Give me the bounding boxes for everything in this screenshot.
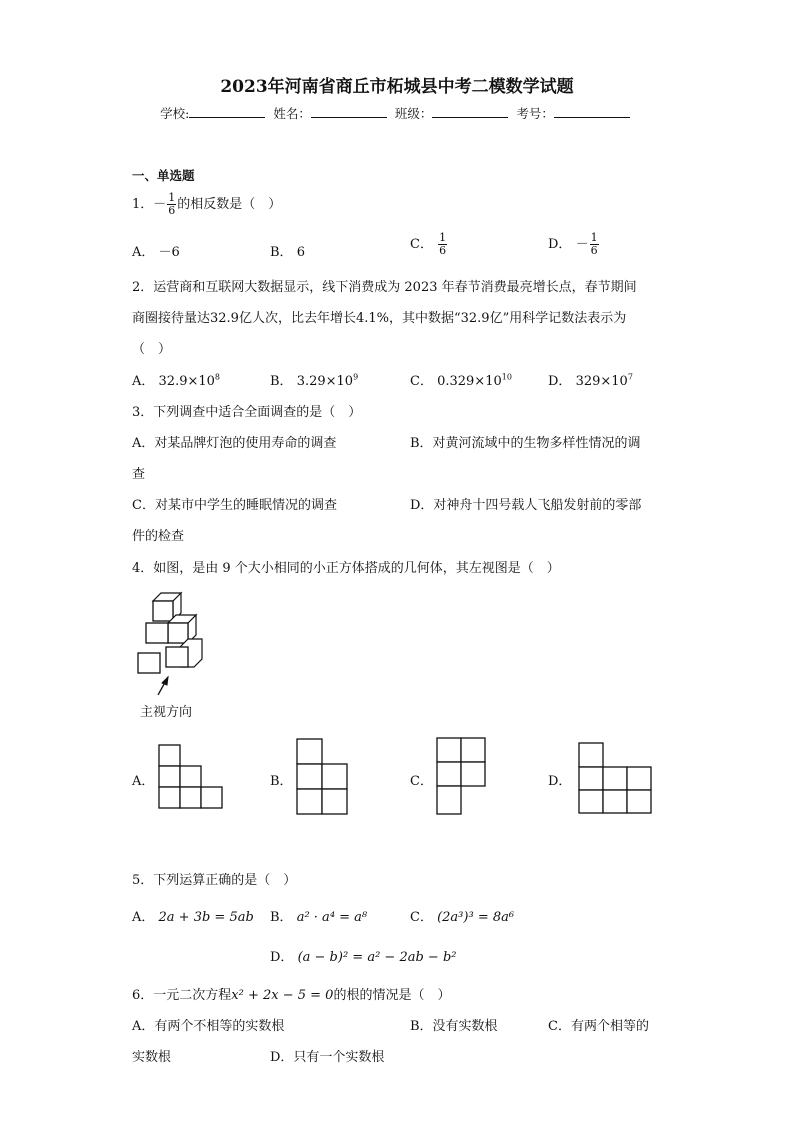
q3-option-b-cont: 查 xyxy=(132,467,146,482)
q4-option-b-label: B． xyxy=(270,774,293,789)
school-label: 学校: xyxy=(160,106,190,121)
exam-number-label: 考号： xyxy=(516,106,554,121)
q4-option-d-figure xyxy=(578,742,654,816)
name-blank xyxy=(311,105,387,118)
q1-option-a: A． －6 xyxy=(132,245,180,260)
question-6-stem: 6．一元二次方程x² + 2x − 5 = 0的根的情况是（ ） xyxy=(132,988,451,1003)
q3-option-c: C．对某市中学生的睡眠情况的调查 xyxy=(132,498,337,513)
cube-stack-figure xyxy=(128,585,218,695)
class-blank xyxy=(432,105,508,118)
fraction: $\frac{1}{6}$ xyxy=(168,191,176,217)
q4-option-b-figure xyxy=(296,738,352,818)
q4-option-a-label: A． xyxy=(132,774,155,789)
q6-option-a: A．有两个不相等的实数根 xyxy=(132,1019,285,1034)
q1-option-d: D． － $\frac{1}{6}$ xyxy=(548,231,598,257)
q4-option-d-label: D． xyxy=(548,774,572,789)
q1-option-c: C． $\frac{1}{6}$ xyxy=(410,231,447,257)
student-info-line xyxy=(0,104,794,122)
question-1-stem: 1．－ $\frac{1}{6}$ 的相反数是（ ） xyxy=(132,191,282,217)
q2-option-b: B． $3.29\times 10^9$ xyxy=(270,372,359,389)
q2-option-d: D． $329\times 10^7$ xyxy=(548,372,633,389)
q6-option-c-cont: 实数根 xyxy=(132,1050,172,1065)
q3-option-d: D．对神舟十四号载人飞船发射前的零部 xyxy=(410,498,642,513)
q2-option-c: C． $0.329\times 10^{10}$ xyxy=(410,372,512,389)
q5-option-d: D． (a − b)² = a² − 2ab − b² xyxy=(270,950,457,965)
question-5-stem: 5．下列运算正确的是（ ） xyxy=(132,873,297,888)
q5-option-b: B． a² · a⁴ = a⁸ xyxy=(270,910,368,925)
q6-option-d: D．只有一个实数根 xyxy=(270,1050,385,1065)
page-title: 2023年河南省商丘市柘城县中考二模数学试题 xyxy=(220,77,574,97)
q6-option-c: C．有两个相等的 xyxy=(548,1019,649,1034)
q3-option-a: A．对某品牌灯泡的使用寿命的调查 xyxy=(132,436,337,451)
q3-option-b: B．对黄河流域中的生物多样性情况的调 xyxy=(410,436,641,451)
question-3-stem: 3．下列调查中适合全面调查的是（ ） xyxy=(132,405,362,420)
q4-option-c-figure xyxy=(436,737,488,819)
q5-option-a: A． 2a + 3b = 5ab xyxy=(132,910,254,925)
q1-option-b: B． 6 xyxy=(270,245,305,260)
name-label: 姓名： xyxy=(273,106,311,121)
q2-option-a: A． $32.9\times 10^8$ xyxy=(132,372,221,389)
class-label: 班级： xyxy=(394,106,433,121)
question-2-line-1: 2．运营商和互联网大数据显示，线下消费成为 2023 年春节消费最亮增长点，春节期间 xyxy=(132,280,637,295)
q4-option-c-label: C． xyxy=(410,774,433,789)
question-2-line-3: （ ） xyxy=(132,342,172,357)
school-blank xyxy=(189,105,265,118)
section-heading: 一、单选题 xyxy=(132,168,195,183)
view-direction-caption: 主视方向 xyxy=(140,705,193,720)
q4-option-a-figure xyxy=(158,744,228,812)
question-2-line-2: 商圈接待量达32.9亿人次，比去年增长4.1%，其中数据“32.9亿”用科学记数法表示为 xyxy=(132,311,627,326)
exam-number-blank xyxy=(554,105,630,118)
q3-option-d-cont: 件的检查 xyxy=(132,529,185,544)
q5-option-c: C． (2a³)³ = 8a⁶ xyxy=(410,910,515,925)
question-4-stem: 4．如图，是由 9 个大小相同的小正方体搭成的几何体，其左视图是（ ） xyxy=(132,561,560,576)
q6-option-b: B．没有实数根 xyxy=(410,1019,498,1034)
